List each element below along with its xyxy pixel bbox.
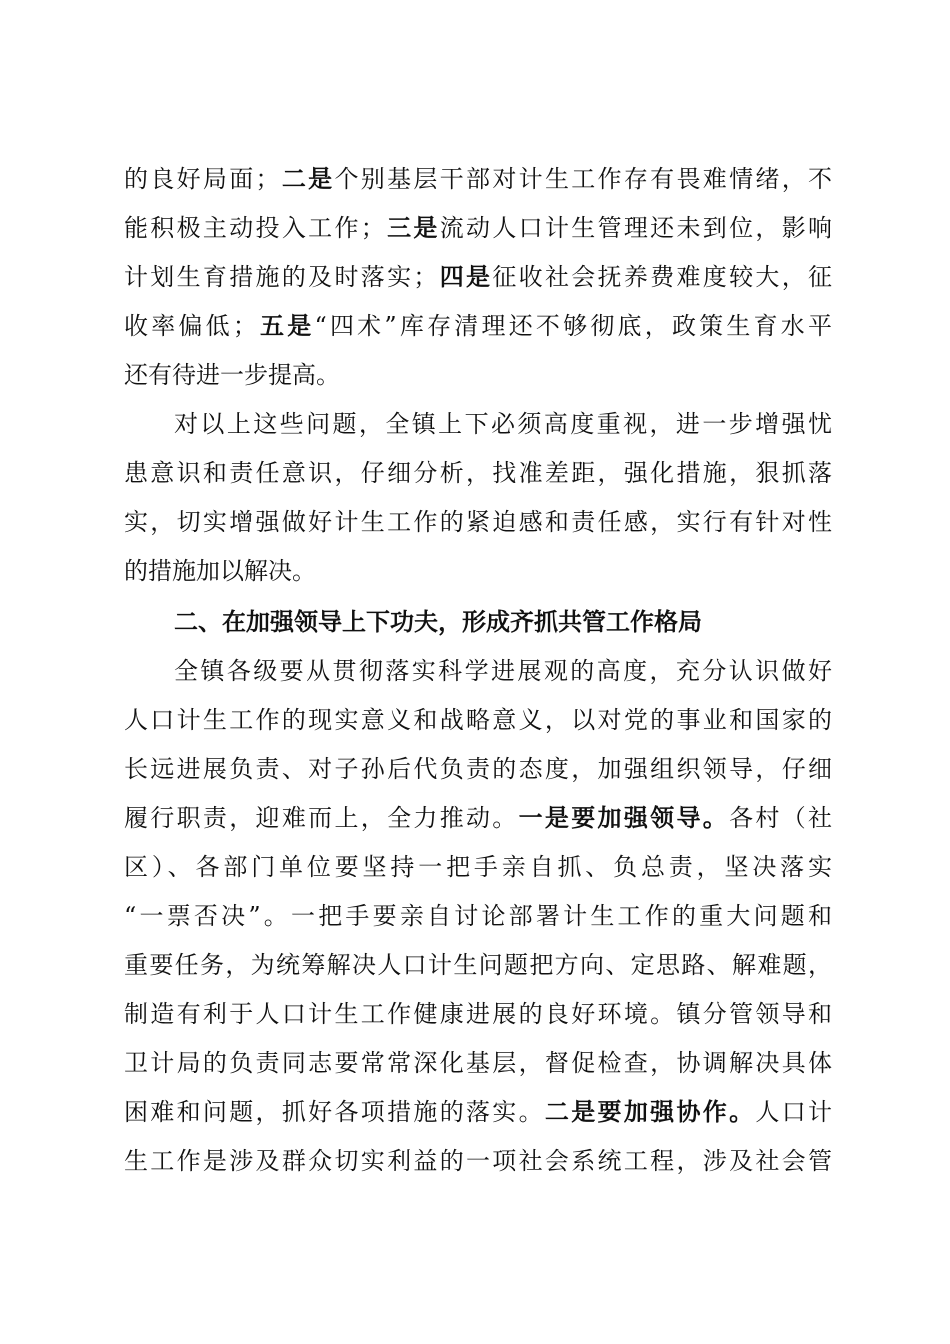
text-line [124, 159, 832, 199]
text-run: 收率偏低； [124, 312, 257, 340]
text-line [124, 306, 832, 346]
text-run: 生工作是涉及群众切实利益的一项社会系统工程，涉及社会管 [124, 1147, 832, 1175]
text-run: 制造有利于人口计生工作健康进展的良好环境。镇分管领导和 [124, 1000, 832, 1028]
text-run: “一票否决”。一把手要亲自讨论部署计生工作的重大问题和 [124, 902, 832, 930]
text-run: 实，切实增强做好计生工作的紧迫感和责任感，实行有针对性 [124, 508, 832, 536]
bold-run: 五是 [256, 311, 315, 340]
text-run: 困难和问题，抓好各项措施的落实。 [124, 1098, 545, 1126]
text-run: 区）、各部门单位要坚持一把手亲自抓、负总责，坚决落实 [124, 853, 832, 881]
text-run: 计划生育措施的及时落实； [124, 263, 438, 291]
text-run: 重要任务，为统筹解决人口计生问题把方向、定思路、解难题， [124, 951, 832, 979]
text-run: 卫计局的负责同志要常常深化基层，督促检查，协调解决具体 [124, 1049, 832, 1077]
bold-run: 四是 [437, 262, 493, 291]
section-heading [174, 602, 832, 642]
text-run: 履行职责，迎难而上，全力推动。 [124, 804, 519, 832]
text-line [174, 651, 832, 691]
text-run: 的措施加以解决。 [124, 557, 316, 585]
text-line [124, 1092, 832, 1132]
text-run: “四术”库存清理还不够彻底，政策生育水平 [314, 312, 833, 340]
text-run: 各村（社 [729, 804, 833, 832]
text-line [124, 847, 832, 887]
bold-run: 二是 [279, 164, 335, 193]
text-line [124, 551, 832, 591]
text-run: 全镇各级要从贯彻落实科学进展观的高度，充分认识做好 [174, 657, 832, 685]
text-run: 流动人口计生管理还未到位，影响 [439, 214, 833, 242]
text-run: 长远进展负责、对子孙后代负责的态度，加强组织领导，仔细 [124, 755, 832, 783]
text-run: 人口计生工作的现实意义和战略意义，以对党的事业和国家的 [124, 706, 832, 734]
text-run: 征收社会抚养费难度较大，征 [492, 263, 833, 291]
text-line [124, 945, 832, 985]
text-run: 患意识和责任意识，仔细分析，找准差距，强化措施，狠抓落 [124, 459, 832, 487]
text-line [124, 208, 832, 248]
text-line [124, 502, 832, 542]
text-line [174, 404, 832, 444]
text-line [124, 896, 832, 936]
text-line [124, 257, 832, 297]
text-line [124, 1141, 832, 1181]
text-run: 对以上这些问题，全镇上下必须高度重视，进一步增强忧 [174, 410, 832, 438]
text-line [124, 749, 832, 789]
bold-run: 二是要加强协作。 [544, 1097, 756, 1126]
heading-text: 二、在加强领导上下功夫，形成齐抓共管工作格局 [174, 607, 702, 636]
text-line [124, 1043, 832, 1083]
text-line [124, 700, 832, 740]
text-run: 能积极主动投入工作； [124, 214, 385, 242]
text-run: 个别基层干部对计生工作存有畏难情绪，不 [334, 165, 833, 193]
bold-run: 三是 [384, 213, 440, 242]
bold-run: 一是要加强领导。 [518, 803, 730, 832]
text-run: 的良好局面； [124, 165, 280, 193]
text-run: 人口计 [755, 1098, 833, 1126]
text-line [124, 453, 832, 493]
text-run: 还有待进一步提高。 [124, 361, 340, 389]
text-line [124, 994, 832, 1034]
text-line [124, 798, 832, 838]
text-line [124, 355, 832, 395]
